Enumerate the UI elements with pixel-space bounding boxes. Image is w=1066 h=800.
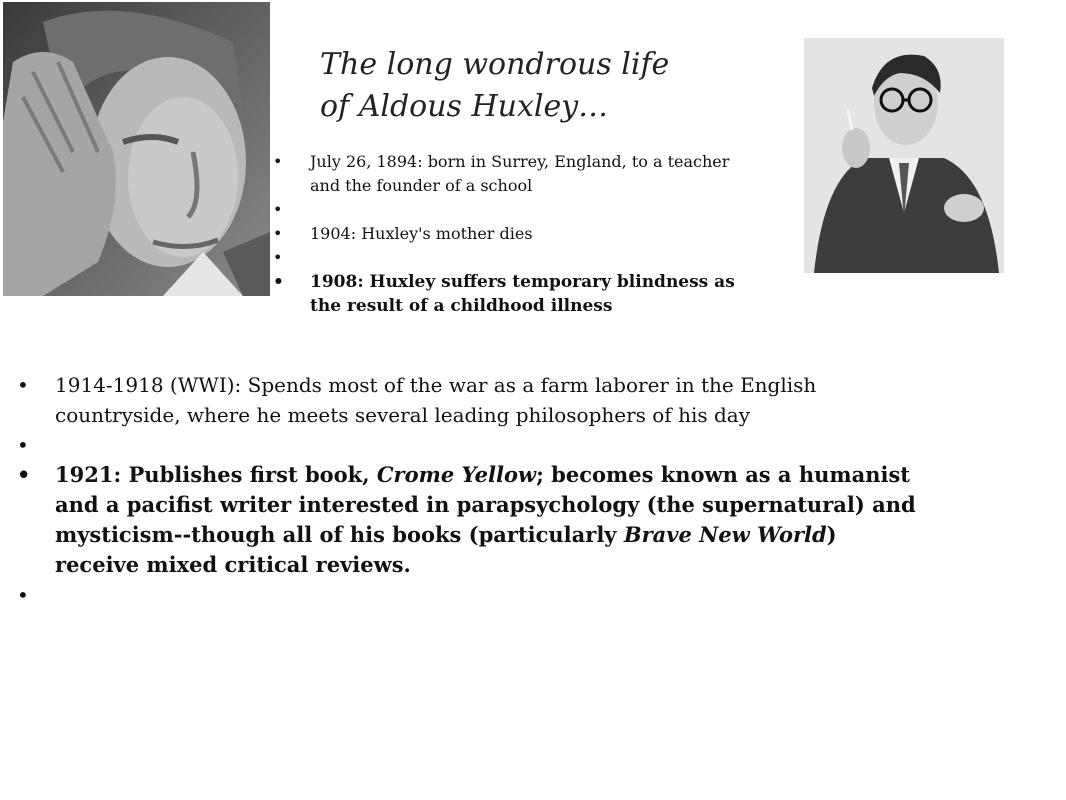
item-1921-text-a: 1921: Publishes first book, bbox=[55, 462, 377, 487]
book-title-crome-yellow: Crome Yellow bbox=[376, 462, 537, 487]
item-1921-text-b: ; becomes known as a humanist and a pacifist writer interested in parapsychology (the supernatural) and mysticism--though all of his books (particularly bbox=[55, 462, 916, 547]
timeline-item-1908: • 1908: Huxley suffers temporary blindness as the result of a childhood illness bbox=[270, 270, 740, 318]
timeline-empty-item bbox=[17, 430, 917, 460]
timeline-empty-item bbox=[17, 580, 917, 610]
huxley-portrait-left bbox=[3, 2, 270, 296]
huxley-portrait-right bbox=[804, 38, 1004, 273]
slide-title bbox=[320, 44, 790, 128]
timeline-item-1894: • July 26, 1894: born in Surrey, England, to a teacher and the founder of a school bbox=[270, 150, 740, 198]
timeline-item-1904: • 1904: Huxley's mother dies bbox=[270, 222, 740, 246]
portrait-glasses-image bbox=[804, 38, 1004, 273]
book-title-brave-new-world: Brave New World bbox=[623, 522, 827, 547]
timeline-item-1914: • 1914-1918 (WWI): Spends most of the war as a farm laborer in the English countryside, where he meets several leading philosophers of his day bbox=[17, 370, 917, 430]
timeline-item-1921 bbox=[17, 460, 917, 580]
timeline-empty-item bbox=[270, 198, 740, 222]
title-line-2: of Aldous Huxley… bbox=[320, 89, 609, 124]
timeline-later-list bbox=[17, 370, 917, 610]
timeline-empty-item bbox=[270, 246, 740, 270]
timeline-early-list bbox=[270, 150, 740, 318]
title-line-1: The long wondrous life bbox=[320, 47, 670, 82]
item-1921-text-c: ) receive mixed critical reviews. bbox=[55, 522, 837, 577]
portrait-hand-image bbox=[3, 2, 270, 296]
